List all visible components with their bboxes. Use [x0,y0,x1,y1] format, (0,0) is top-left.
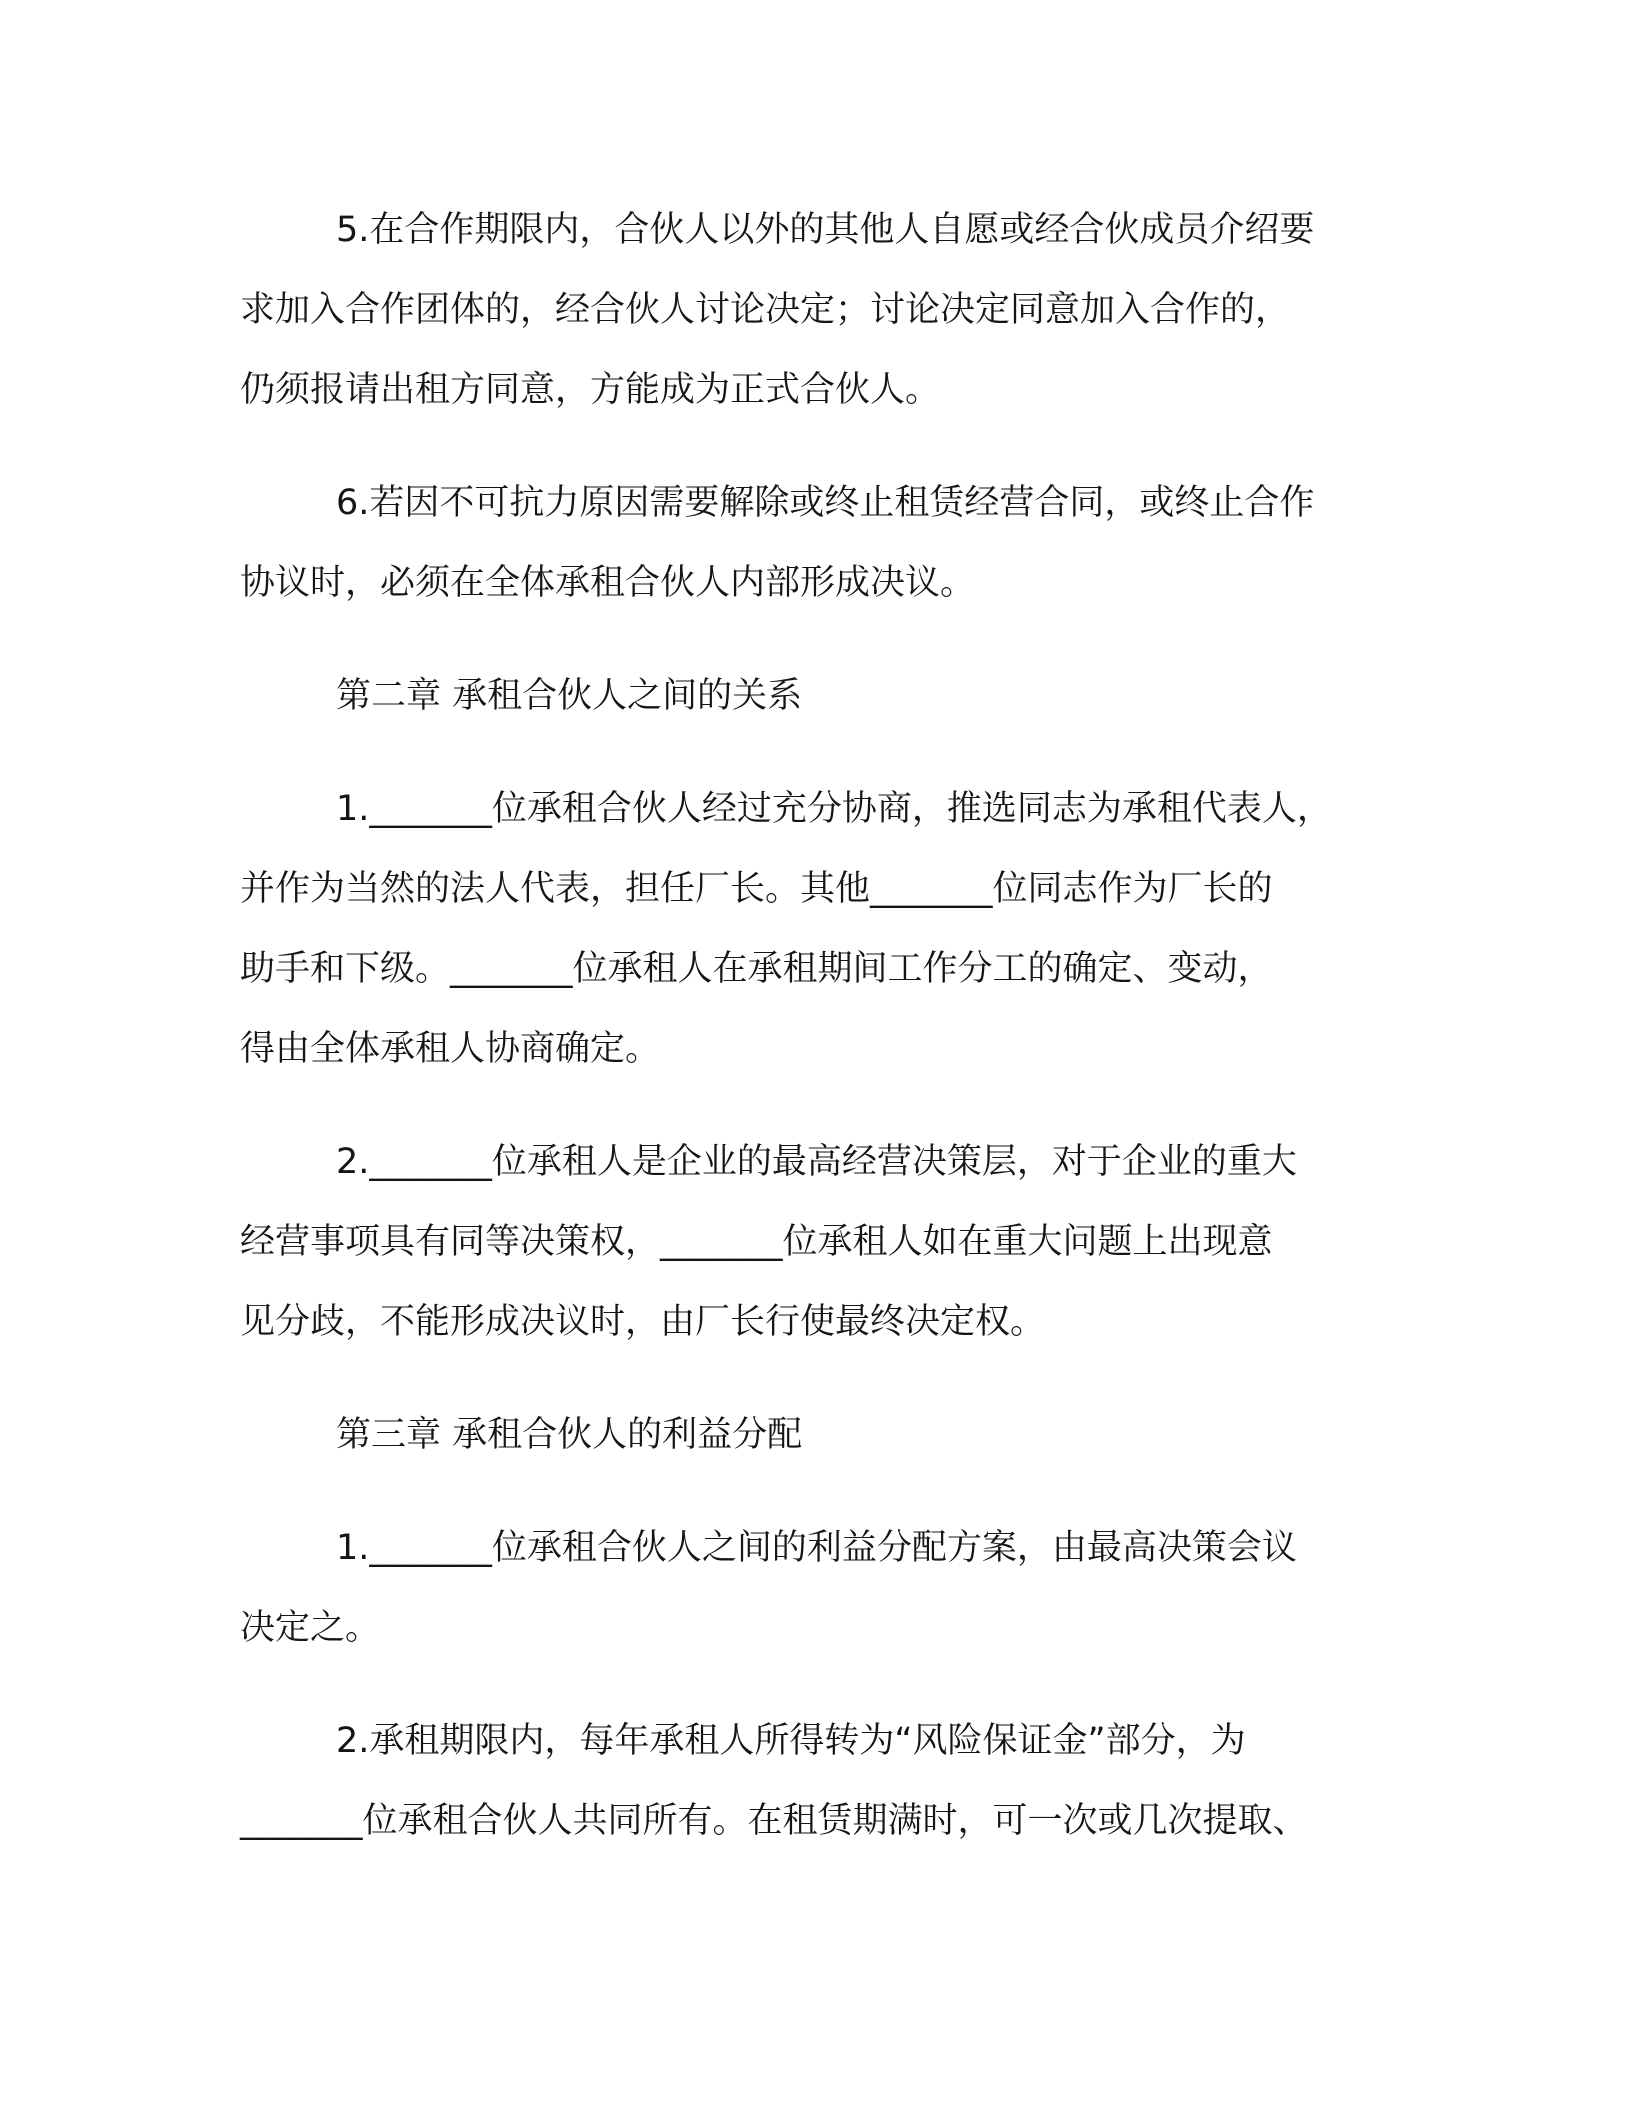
chapter-2-heading: 第二章 承租合伙人之间的关系 [336,676,803,716]
text-line: 并作为当然的法人代表，担任厂长。其他_______位同志作为厂长的 [240,869,1273,909]
chapter-2-clause-2-paragraph [240,1122,1380,1362]
text-line: 仍须报请出租方同意，方能成为正式合伙人。 [240,370,941,410]
text-line: 得由全体承租人协商确定。 [240,1029,661,1069]
text-line: 决定之。 [240,1608,381,1648]
text-line: 求加入合作团体的，经合伙人讨论决定；讨论决定同意加入合作的， [240,290,1291,330]
text-line: 1._______位承租合伙人经过充分协商，推选同志为承租代表人， [336,789,1332,829]
chapter-3-heading: 第三章 承租合伙人的利益分配 [336,1415,803,1455]
text-line: 助手和下级。_______位承租人在承租期间工作分工的确定、变动， [240,949,1273,989]
document-body [240,190,1380,1894]
text-line: 6.若因不可抗力原因需要解除或终止租赁经营合同，或终止合作 [336,483,1315,523]
chapter-3-clause-2-paragraph [240,1701,1380,1861]
text-line: 协议时，必须在全体承租合伙人内部形成决议。 [240,563,976,603]
chapter-2-clause-1-paragraph [240,769,1380,1089]
clause-5-paragraph [240,190,1380,430]
text-line: 1._______位承租合伙人之间的利益分配方案，由最高决策会议 [336,1528,1297,1568]
text-line: 见分歧，不能形成决议时，由厂长行使最终决定权。 [240,1302,1046,1342]
text-line: 2.承租期限内，每年承租人所得转为“风险保证金”部分，为 [336,1721,1246,1761]
text-line: 5.在合作期限内，合伙人以外的其他人自愿或经合伙成员介绍要 [336,210,1315,250]
clause-6-paragraph [240,463,1380,623]
text-line: 经营事项具有同等决策权，_______位承租人如在重大问题上出现意 [240,1222,1273,1262]
chapter-3-clause-1-paragraph [240,1508,1380,1668]
text-line: _______位承租合伙人共同所有。在租赁期满时，可一次或几次提取、 [240,1801,1308,1841]
text-line: 2._______位承租人是企业的最高经营决策层，对于企业的重大 [336,1142,1297,1182]
